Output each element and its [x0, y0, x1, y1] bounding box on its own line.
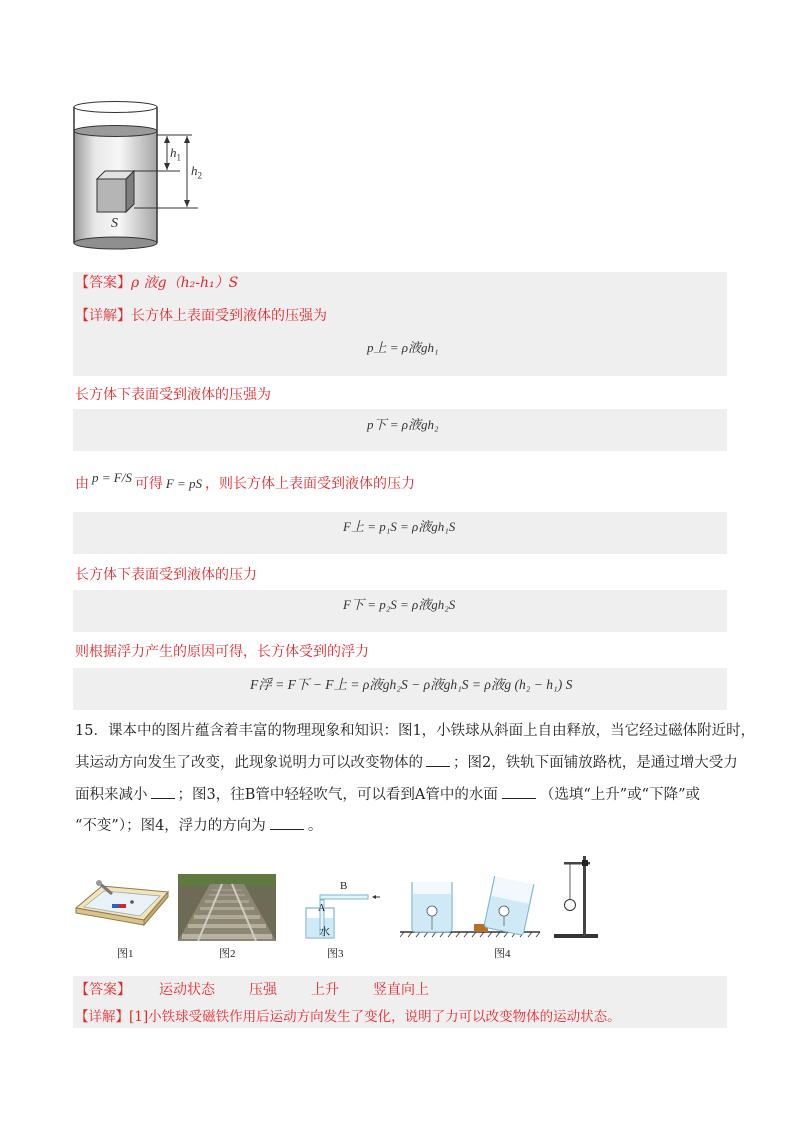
cylinder-figure: [70, 100, 220, 255]
figure-1-ramp-magnet: [72, 872, 172, 932]
equation-p-top: p上 = ρ液gh₁: [367, 340, 439, 355]
detail-14-line2: 长方体下表面受到液体的压强为: [75, 387, 271, 403]
answer-14: [75, 273, 238, 293]
tube-a-label: A: [318, 903, 326, 914]
q-text: （选填“上升”或“下降”或: [539, 787, 701, 803]
detail-15: [75, 1007, 621, 1027]
water-label: 水: [319, 926, 330, 938]
answer-item-2: 压强: [249, 982, 277, 998]
detail-tag: 【详解】: [75, 308, 131, 324]
answer-item-1: 运动状态: [159, 982, 215, 998]
blank-4[interactable]: [270, 815, 304, 830]
blank-1[interactable]: [426, 752, 450, 767]
h2-label: $h_2$: [191, 163, 202, 181]
caption-fig2: 图2: [219, 948, 236, 960]
detail-14-line4: 长方体下表面受到液体的压力: [75, 567, 257, 583]
formula-f-eq-ps: F = pS: [165, 476, 203, 491]
line3-pre: 由: [75, 476, 89, 492]
figure-4-beakers: [400, 870, 540, 942]
detail-14-line1: [75, 306, 327, 326]
blank-3[interactable]: [502, 784, 536, 799]
detail-text: [1]小铁球受磁铁作用后运动方向发生了变化，说明了力可以改变物体的运动状态。: [129, 1009, 621, 1025]
line3-post: ，则长方体上表面受到液体的压力: [205, 476, 416, 492]
answer-item-3: 上升: [311, 982, 339, 998]
caption-fig3: 图3: [327, 948, 344, 960]
detail-tag: 【详解】: [75, 1009, 129, 1025]
answer-item-4: 竖直向上: [373, 982, 429, 998]
equation-p-bottom: p下 = ρ液gh₂: [367, 417, 439, 432]
caption-fig4: 图4: [494, 948, 511, 960]
answer-tag: 【答案】: [75, 275, 131, 291]
q-text: “不变”）；图4，浮力的方向为: [75, 818, 266, 834]
question-15-line1: 15．课本中的图片蕴含着丰富的物理现象和知识：图1，小铁球从斜面上自由释放，当它经过磁体附近时，: [75, 723, 756, 739]
equation-f-top: F上 = p₁S = ρ液gh₁S: [343, 519, 456, 534]
line3-mid: 可得: [134, 476, 163, 492]
blank-2[interactable]: [151, 784, 175, 799]
h1-label: $h_1$: [170, 145, 181, 163]
q-text: ；图3，往B管中轻轻吹气，可以看到A管中的水面: [177, 787, 498, 803]
equation-f-bottom: F下 = p₂S = ρ液gh₂S: [343, 597, 456, 612]
answer-text: ρ 液g（h₂-h₁）S: [131, 275, 239, 291]
answer-tag: 【答案】: [75, 982, 131, 998]
formula-p-eq-f-over-s: p = F/S: [92, 470, 132, 485]
detail-14-line3: [75, 470, 416, 494]
equation-buoyancy: F浮 = F下 − F上 = ρ液gh₂S − ρ液gh₁S = ρ液g (h₂ − h₁) S: [250, 677, 573, 692]
question-15-line2: [75, 752, 738, 773]
figure-2-railway-photo: [178, 874, 276, 941]
q-text: ；图2，铁轨下面铺放路枕，是通过增大受力: [453, 755, 738, 771]
detail-14-line5: 则根据浮力产生的原因可得，长方体受到的浮力: [75, 644, 369, 660]
caption-fig1: 图1: [117, 948, 134, 960]
figure-3-tubes: [300, 878, 380, 940]
detail-text: 长方体上表面受到液体的压强为: [131, 308, 327, 324]
q-text: 面积来减小: [75, 787, 148, 803]
question-15-line3: [75, 784, 700, 805]
answer-15: [75, 980, 453, 1000]
question-15-line4: [75, 815, 322, 836]
tube-b-label: B: [340, 880, 348, 892]
s-label: S: [111, 216, 118, 231]
q-text: 。: [307, 818, 323, 834]
figure-4-stand: [552, 852, 607, 942]
q-text: 其运动方向发生了改变，此现象说明力可以改变物体的: [75, 755, 423, 771]
